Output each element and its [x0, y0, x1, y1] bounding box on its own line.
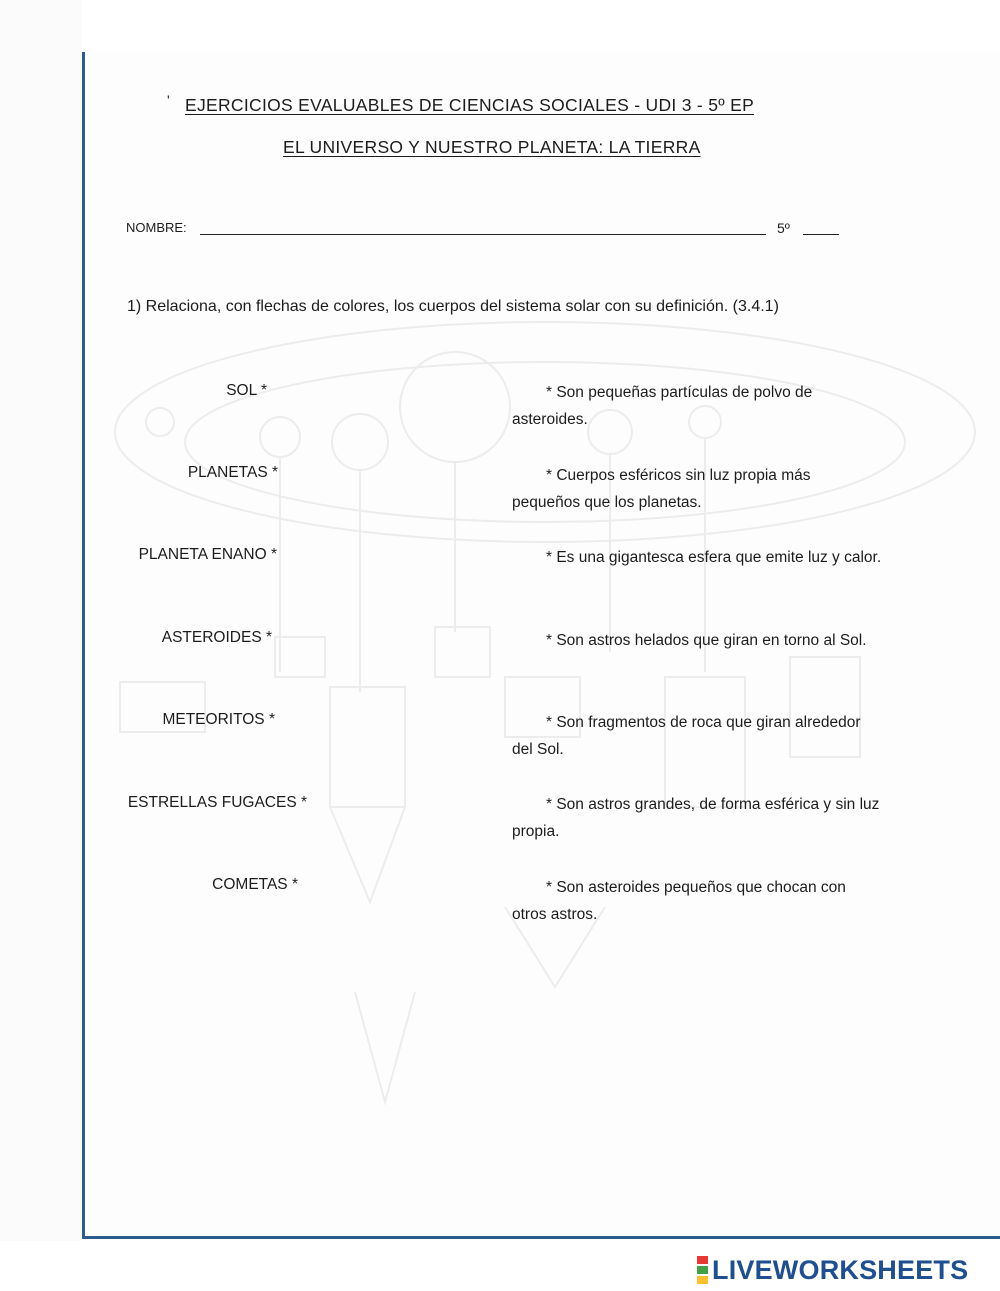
page-bottom-edge: [82, 1236, 1000, 1239]
term-planetas[interactable]: PLANETAS *: [187, 464, 278, 481]
logo-text: LIVEWORKSHEETS: [712, 1254, 969, 1285]
grade-label: 5º: [777, 220, 790, 236]
scan-background: [0, 0, 82, 1241]
definition-4[interactable]: * Son astros helados que giran en torno al Sol.: [546, 632, 867, 649]
definition-6[interactable]: * Son astros grandes, de forma esférica y sin luz propia.: [512, 796, 880, 840]
definition-1[interactable]: * Son pequeñas partículas de polvo de asteroides.: [512, 384, 813, 428]
definition-2[interactable]: * Cuerpos esféricos sin luz propia más pequeños que los planetas.: [512, 467, 811, 511]
grade-field[interactable]: [803, 234, 839, 235]
term-meteoritos[interactable]: METEORITOS *: [162, 711, 275, 728]
term-sol[interactable]: SOL *: [226, 382, 267, 399]
worksheet-title: EJERCICIOS EVALUABLES DE CIENCIAS SOCIALES - UDI 3 - 5º EP: [185, 95, 755, 115]
page-left-edge: [82, 52, 85, 1238]
worksheet-subtitle: EL UNIVERSO Y NUESTRO PLANETA: LA TIERRA: [283, 137, 701, 157]
definition-7[interactable]: * Son asteroides pequeños que chocan con otros astros.: [512, 879, 846, 923]
logo-icon: [697, 1255, 708, 1285]
term-asteroides[interactable]: ASTEROIDES *: [161, 629, 272, 646]
name-field[interactable]: [200, 234, 766, 235]
definition-5[interactable]: * Son fragmentos de roca que giran alrededor del Sol.: [512, 714, 861, 758]
scan-mark: ': [167, 92, 170, 108]
term-estrellas-fugaces[interactable]: ESTRELLAS FUGACES *: [127, 794, 307, 811]
term-planeta-enano[interactable]: PLANETA ENANO *: [138, 546, 277, 563]
name-label: NOMBRE:: [126, 220, 187, 235]
definition-3[interactable]: * Es una gigantesca esfera que emite luz y calor.: [546, 549, 882, 566]
question-text: 1) Relaciona, con flechas de colores, los cuerpos del sistema solar con su definición. (3.4.1): [127, 298, 779, 315]
term-cometas[interactable]: COMETAS *: [212, 876, 298, 893]
liveworksheets-logo[interactable]: [697, 1253, 968, 1287]
